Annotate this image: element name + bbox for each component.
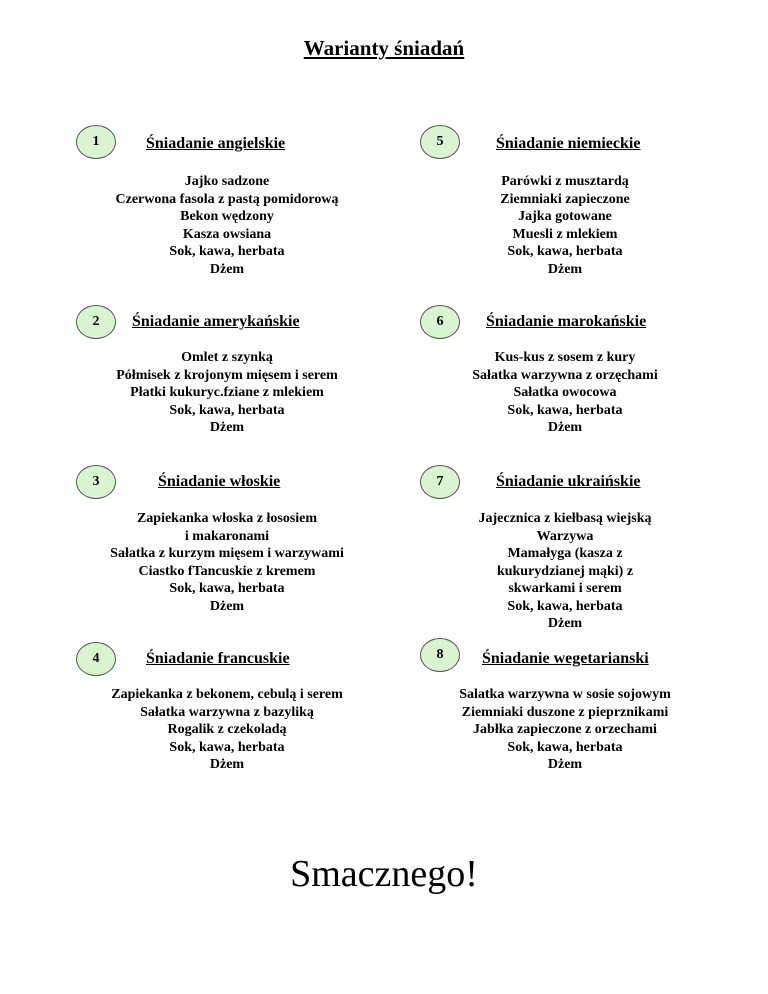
menu-item: Sałatka z kurzym mięsem i warzywami — [110, 546, 344, 561]
menu-items — [82, 686, 372, 774]
menu-item: Rogalik z czekoladą — [167, 722, 287, 737]
section-heading: Śniadanie angielskie — [146, 135, 286, 152]
section-heading: Śniadanie amerykańskie — [132, 313, 300, 330]
menu-item: Sok, kawa, herbata — [507, 402, 623, 418]
menu-items — [420, 686, 710, 774]
menu-item: Sok, kawa, herbata — [169, 581, 285, 596]
menu-item: Jajka gotowane — [518, 209, 612, 224]
menu-item: Ciastko fTancuskie z kremem — [138, 563, 316, 579]
menu-item: Dżem — [547, 420, 583, 435]
menu-item: Sok, kawa, herbata — [169, 244, 285, 259]
number-badge: 5 — [420, 125, 460, 159]
menu-items — [82, 510, 372, 615]
menu-item: Dżem — [209, 420, 245, 435]
menu-item: Sałatka warzywna z orzęchami — [472, 367, 658, 383]
menu-item: Sok, kawa, herbata — [169, 739, 285, 755]
page-title: Warianty śniadań — [303, 36, 465, 60]
section-heading: Śniadanie wegetarianski — [482, 650, 649, 667]
menu-item: Kasza owsiana — [182, 226, 272, 242]
menu-item: Bekon wędzony — [180, 209, 274, 224]
number-badge: 8 — [420, 638, 460, 672]
menu-item: Czerwona fasola z pastą pomidorową — [115, 191, 339, 207]
section-heading: Śniadanie niemieckie — [496, 135, 641, 152]
menu-items — [82, 173, 372, 278]
menu-item: Dżem — [209, 261, 245, 277]
menu-item: Dżem — [209, 757, 245, 772]
menu-item: Ziemniaki zapieczone — [500, 191, 630, 207]
menu-item: Sok, kawa, herbata — [507, 244, 623, 259]
menu-items — [420, 349, 710, 437]
menu-items — [420, 173, 710, 278]
menu-item: Płatki kukuryc.fziane z mlekiem — [130, 385, 324, 400]
closing-greeting: Smacznego! — [290, 853, 478, 895]
number-badge: 7 — [420, 465, 460, 499]
menu-item: Zapiekanka włoska z łososiem i makaronami — [136, 511, 318, 544]
menu-item: Sałatka owocowa — [513, 385, 617, 400]
menu-item: Muesli z mlekiem — [512, 226, 618, 242]
section-heading: Śniadanie włoskie — [158, 473, 281, 490]
menu-item: Półmisek z krojonym mięsem i serem — [116, 367, 338, 383]
section-heading: Śniadanie ukraińskie — [496, 473, 641, 490]
menu-item: Omlet z szynką — [181, 350, 273, 365]
menu-item: Kus-kus z sosem z kury — [494, 350, 636, 365]
menu-item: Dżem — [547, 261, 583, 277]
menu-item: Dżem — [209, 598, 245, 614]
menu-item: Dżem — [547, 757, 583, 772]
number-badge: 4 — [76, 642, 116, 676]
menu-item: Salatka warzywna w sosie sojowym — [459, 687, 671, 702]
number-badge: 2 — [76, 305, 116, 339]
menu-item: Sałatka warzywna z bazyliką — [140, 704, 314, 720]
menu-item: Jabłka zapieczone z orzechami — [473, 722, 657, 737]
menu-item: Ziemniaki duszone z pieprznikami — [461, 704, 669, 720]
number-badge: 6 — [420, 305, 460, 339]
number-badge: 3 — [76, 465, 116, 499]
menu-item: Jajko sadzone — [184, 174, 270, 189]
menu-item: Parówki z musztardą — [501, 174, 629, 189]
menu-item: Warzywa — [536, 528, 594, 544]
menu-items — [420, 510, 710, 633]
menu-item: Sok, kawa, herbata — [507, 739, 623, 755]
menu-item: Sok, kawa, herbata — [507, 598, 623, 614]
menu-item: Zapiekanka z bekonem, cebulą i serem — [111, 687, 343, 702]
menu-item: Jajecznica z kiełbasą wiejską — [478, 511, 652, 526]
menu-item: Mamałyga (kasza z kukurydzianej mąki) z skwarkami i serem — [496, 546, 634, 596]
section-heading: Śniadanie francuskie — [146, 650, 290, 667]
section-heading: Śniadanie marokańskie — [486, 313, 647, 330]
menu-item: Sok, kawa, herbata — [169, 402, 285, 418]
menu-item: Dżem — [547, 616, 583, 631]
number-badge: 1 — [76, 125, 116, 159]
menu-items — [82, 349, 372, 437]
